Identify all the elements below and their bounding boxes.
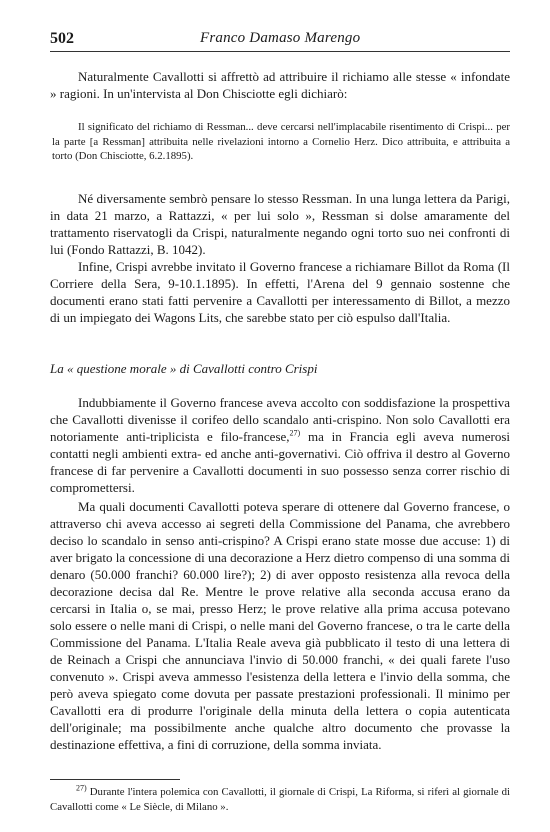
block-quote: Il significato del richiamo di Ressman... deve cercarsi nell'implacabile risentimento di Crispi... per la parte [a Ressman] attribuita nelle rivelazioni intorno a Cornelio Herz. Dico attribuita, e attribuita a torto (Don Chisciotte, 6.2.1895). bbox=[52, 121, 510, 162]
section-title-block bbox=[50, 360, 510, 377]
page-number: 502 bbox=[50, 30, 74, 47]
paragraph-5-block bbox=[50, 498, 510, 753]
paragraph-4 bbox=[50, 394, 510, 496]
header-rule bbox=[50, 51, 510, 52]
footnote-reference[interactable]: 27) bbox=[289, 428, 301, 438]
paragraph-1: Naturalmente Cavallotti si affrettò ad attribuire il richiamo alle stesse « infondate » ragioni. In un'intervista al Don Chisciotte egli dichiarò: bbox=[50, 69, 510, 101]
footnote-27 bbox=[50, 785, 510, 814]
paragraph-3-block bbox=[50, 258, 510, 326]
paragraph-5: Ma quali documenti Cavallotti poteva sperare di ottenere dal Governo francese, o attraverso chi aveva accesso ai segreti della Commissione del Panama, che avrebbero deciso lo scandalo in senso anti-crispino? A Crispi erano state mosse due accuse: 1) di aver brigato la concessione di una decorazione a Herz dietro compenso di una somma di denaro (50.000 franchi? 60.000 lire?); 2) di aver opposto resistenza alla revoca della decorazione decisa dal Re. Mentre le prove relative alla seconda accusa erano da cercarsi in Italia o, se mai, presso Herz; le prove relative alla prima accusa potevano solo essere o nelle mani di Crispi, o nelle mani del Governo francese, o tra le carte della Commissione del Panama. L'Italia Reale aveva già pubblicato il testo di una lettera di de Reinach a Crispi che annunciava l'invio di 50.000 franchi, « dei quali farete l'uso convenuto ». Crispi aveva ammesso l'esistenza della lettera e l'invio della somma, che però aveva spiegato come dovuta per passate prestazioni professionali. Il minimo per Cavallotti era di produrre l'originale della minuta della lettera o copia autenticata dell'originale; ma possibilmente anche qualche altro documento che provasse la destinazione effettiva, a fini di corruzione, della somma inviata. bbox=[50, 499, 510, 752]
footnote-text: Durante l'intera polemica con Cavallotti, il giornale di Crispi, La Riforma, si riferì al giornale di Cavallotti come « Le Siècle, di Milano ». bbox=[50, 786, 510, 813]
running-head: Franco Damaso Marengo bbox=[200, 30, 361, 46]
paragraph-2-block bbox=[50, 190, 510, 258]
footnote-rule bbox=[50, 779, 180, 780]
paragraph-1-block bbox=[50, 68, 510, 102]
paragraph-2: Né diversamente sembrò pensare lo stesso Ressman. In una lunga lettera da Parigi, in data 21 marzo, a Rattazzi, « per lui solo », Ressman si dolse amaramente del trattamento riservatogli da Crispi, naturalmente negando ogni torto suo nei confronti di lui (Fondo Rattazzi, B. 1042). bbox=[50, 191, 510, 257]
block-quote-block bbox=[52, 120, 510, 164]
section-title: La « questione morale » di Cavallotti contro Crispi bbox=[50, 361, 318, 376]
page-header bbox=[50, 30, 510, 52]
paragraph-3: Infine, Crispi avrebbe invitato il Governo francese a richiamare Billot da Roma (Il Corriere della Sera, 9-10.1.1895). In effetti, l'Arena del 9 gennaio sostenne che documenti erano stati fatti pervenire a Cavallotti per interessamento di Billot, a mezzo di un impiegato dei Wagons Lits, che sarebbe stato per ciò espulso dall'Italia. bbox=[50, 259, 510, 325]
footnote-marker: 27) bbox=[76, 783, 87, 793]
paragraph-4-text-a: Indubbiamente il Governo francese aveva accolto con soddisfazione la prospettiva che Cavallotti divenisse il corifeo dello scandalo anti-crispino. Non solo Cavallotti era notoriamente anti-triplicista e filo-francese, bbox=[50, 395, 510, 444]
footnote-block bbox=[50, 785, 510, 814]
paragraph-4-block bbox=[50, 394, 510, 496]
paragraph-4-text-b: ma in Francia egli aveva numerosi contatti negli ambienti extra- ed anche anti-governativi. Ciò offriva il destro al Governo francese di far pervenire a Cavallotti documenti in suo possesso senza correr rischio di compromettersi. bbox=[50, 429, 510, 495]
